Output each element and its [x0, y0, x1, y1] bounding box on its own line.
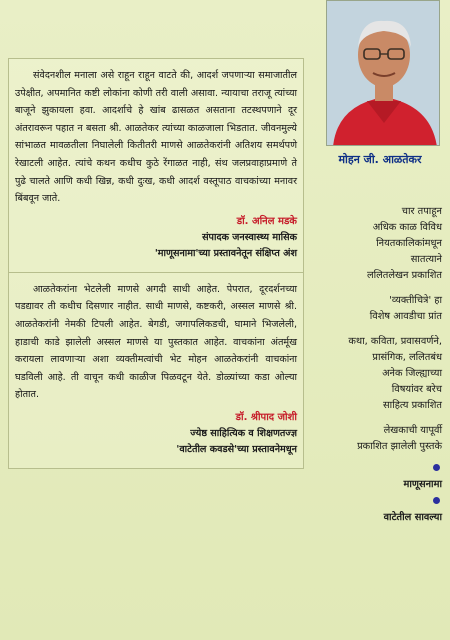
- excerpt-1-attribution: [15, 214, 297, 262]
- bio-block-3: [322, 334, 442, 414]
- excerpt-2-text: आळतेकरांना भेटलेली माणसे अगदी साधी आहेत. पेपरात, दूरदर्शनच्या पडद्यावर ती कधीच दिसणार नाहीत. साधी माणसे, कष्टकरी, अस्सल माणसे श्री. आळतेकरांनी नेमकी टिपली आहेत. बेगडी, जगापलिकडची, घामाने भिजलेली, हाडाची काडे झालेली अस्सल माणसे या पुस्तकात आहेत. वाचकांना अंतर्मूख करायला लावणाऱ्या अशा व्यक्तीमत्वांची भेट मोहन आळतेकरांनी वाचकांना घडविली आहे. ती वाचून कधी काळीज पिळवटून येते. डोळ्यांच्या कडा ओल्या होतात.: [15, 283, 297, 401]
- bio-line: लेखकाची यापूर्वी: [383, 425, 442, 436]
- bio-block-4: [322, 423, 442, 455]
- bio-line: विशेष आवडीचा प्रांत: [369, 311, 442, 322]
- author-portrait-illustration: [327, 1, 440, 146]
- bio-line: कथा, कविता, प्रवासवर्णने,: [348, 336, 442, 347]
- attribution-2-name: डॉ. श्रीपाद जोशी: [235, 411, 297, 423]
- bio-line: अनेक जिल्ह्याच्या: [382, 368, 442, 379]
- excerpt-1-text: संवेदनशील मनाला असे राहून राहून वाटते की, आदर्श जपणाऱ्या समाजातील उपेक्षीत, अपमानित कष्टी लोकांना कोणी तरी वाली असावा. न्यायाचा तराजू त्यांच्या बाजूने झुकायला हवा. आदर्शाचे हे खांब ढासळत असताना तटस्थपणाने दूर अंतरावरून पहात न बसता श्री. आळतेकर त्यांच्या काळजाला भिडतात. जीवनमुल्ये सांभाळत मावळतीला निघालेली कितीतरी माणसे आळतेकरांनी अतिशय समर्थपणे रेखाटली आहेत. त्यांचे कथन कधीच कुठे रेंगाळत नाही, संथ जलप्रवाहाप्रमाणे ते पुढे चालते आणि कधी खिन्न, कधी दुःख, कधी आदर्श वस्तूपाठ वाचकांच्या मनावर बिंबवून जाते.: [15, 70, 297, 205]
- bio-line: साहित्य प्रकाशित: [383, 400, 442, 411]
- bullet-icon: [322, 497, 440, 504]
- book-title-1: [322, 477, 442, 493]
- bio-line: चार तपाहून: [401, 206, 442, 217]
- bio-line: विषयांवर बरेच: [391, 384, 442, 395]
- excerpt-2-attribution: [15, 410, 297, 458]
- book-title-label: वाटेतील सावल्या: [383, 512, 442, 523]
- author-photo: [326, 0, 440, 146]
- book-title-label: माणूसनामा: [403, 479, 442, 490]
- author-name: मोहन जी. आळतेकर: [338, 153, 422, 166]
- attribution-2-source: 'वाटेतील कवडसे'च्या प्रस्तावनेमधून: [176, 443, 297, 455]
- attribution-2-role: ज्येष्ठ साहित्यिक व शिक्षणतज्ज्ञ: [190, 427, 297, 439]
- bio-line: ललितलेखन प्रकाशित: [366, 270, 442, 281]
- attribution-1-name: डॉ. अनिल मडके: [236, 215, 297, 227]
- bullet-icon: [322, 464, 440, 471]
- bio-line: सातत्याने: [410, 254, 442, 265]
- bio-line: 'व्यक्तीचित्रे' हा: [389, 295, 442, 306]
- attribution-1-role: संपादक जनस्वास्थ्य मासिक: [202, 231, 297, 243]
- book-title-2: [322, 510, 442, 526]
- divider: [9, 272, 303, 273]
- bio-line: प्रकाशित झालेली पुस्तके: [357, 441, 442, 452]
- bio-line: अधिक काळ विविध: [372, 222, 442, 233]
- excerpts-column: [8, 58, 304, 469]
- bio-block-2: [322, 293, 442, 325]
- bio-line: प्रासंगिक, ललितबंध: [372, 352, 442, 363]
- bio-line: नियतकालिकांमधून: [376, 238, 442, 249]
- author-bio: [322, 204, 442, 526]
- bio-block-1: [322, 204, 442, 284]
- attribution-1-source: 'माणूसनामा'च्या प्रस्तावनेतून संक्षिप्त अंश: [154, 247, 297, 259]
